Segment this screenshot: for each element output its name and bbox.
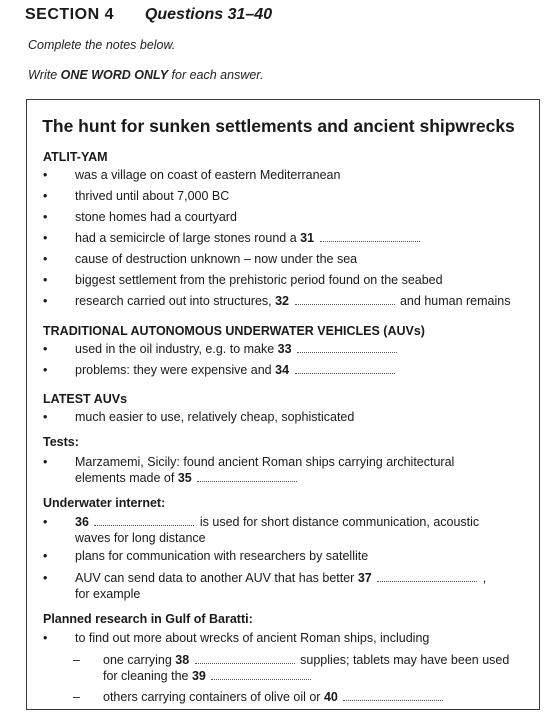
heading-latest-auvs: LATEST AUVs: [43, 392, 128, 406]
question-35-number: 35: [177, 471, 192, 485]
answer-blank-31[interactable]: [320, 231, 420, 242]
instruction-word-limit: Write ONE WORD ONLY for each answer.: [28, 68, 264, 82]
heading-tests: Tests:: [43, 435, 79, 449]
heading-traditional-auvs: TRADITIONAL AUTONOMOUS UNDERWATER VEHICLES (AUVs): [43, 324, 425, 338]
question-39-number: 39: [191, 669, 206, 683]
section-label: SECTION 4: [25, 6, 114, 23]
heading-atlit-yam: ATLIT-YAM: [43, 150, 108, 164]
question-33-number: 33: [277, 342, 292, 356]
heading-underwater-internet: Underwater internet:: [43, 496, 166, 510]
answer-blank-40[interactable]: [343, 690, 443, 701]
answer-blank-39[interactable]: [211, 669, 311, 680]
question-32-number: 32: [275, 294, 290, 308]
section-header: [25, 6, 272, 24]
heading-gulf-of-baratti: Planned research in Gulf of Baratti:: [43, 612, 253, 626]
question-38-number: 38: [175, 653, 190, 667]
answer-blank-34[interactable]: [295, 363, 395, 374]
answer-blank-32[interactable]: [295, 294, 395, 305]
questions-range: Questions 31–40: [144, 6, 273, 23]
instruction-complete: Complete the notes below.: [28, 38, 176, 52]
answer-blank-35[interactable]: [197, 471, 297, 482]
answer-blank-37[interactable]: [377, 571, 477, 582]
answer-blank-36[interactable]: [94, 515, 194, 526]
question-34-number: 34: [275, 363, 290, 377]
question-40-number: 40: [323, 690, 338, 704]
word-limit-emphasis: ONE WORD ONLY: [60, 68, 169, 82]
answer-blank-38[interactable]: [195, 653, 295, 664]
question-37-number: 37: [357, 571, 372, 585]
question-36-number: 36: [75, 515, 89, 529]
answer-blank-33[interactable]: [297, 342, 397, 353]
question-31-number: 31: [300, 231, 315, 245]
notes-title: The hunt for sunken settlements and ancient shipwrecks: [42, 116, 515, 136]
